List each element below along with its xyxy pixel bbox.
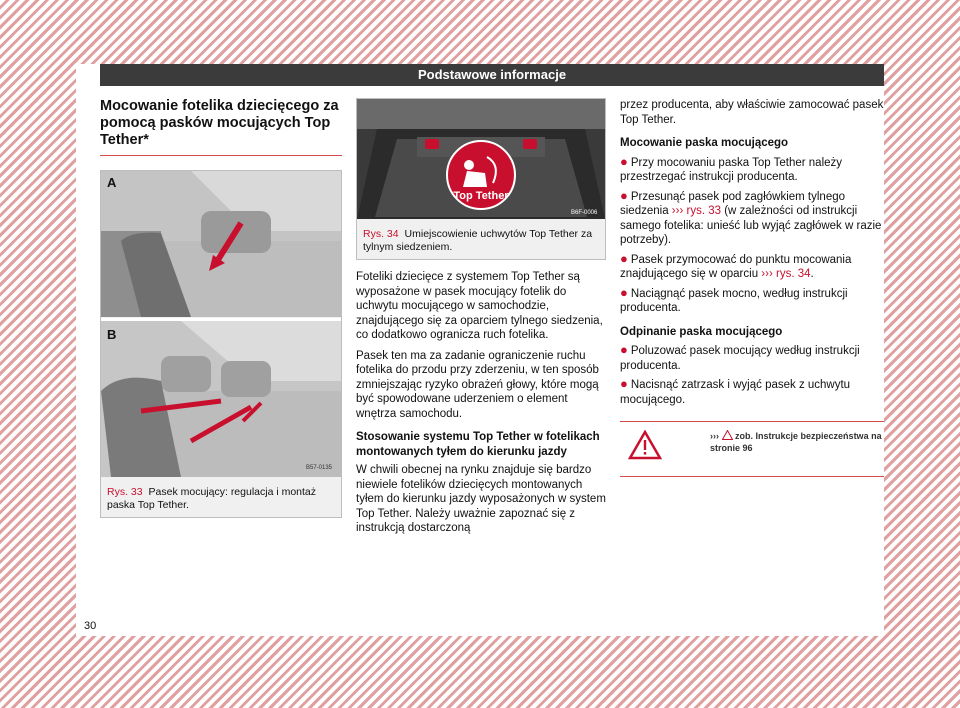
bullet-icon: ● [620,376,628,391]
bullet-icon: ● [620,250,628,266]
warning-triangle-icon [628,430,662,460]
figure-code: B6F-0006 [571,210,598,216]
chevron-arrows-icon: ››› [761,268,773,280]
right-column [620,98,884,477]
figure-34-illustration [357,99,605,219]
bullet-icon: ● [620,284,628,300]
warning-small-icon [722,430,733,440]
figure-34 [356,98,606,260]
panel-b-label: B [107,327,117,342]
caption-text: Pasek mocujący: regulacja i montaż paska Top Tether. [107,486,317,511]
warning-text [710,430,884,454]
list-item: ● Przy mocowaniu paska Top Tether należy przestrzegać instrukcji producenta. [620,153,843,183]
figure-code: B57-0135 [306,465,333,471]
warning-link[interactable]: zob. Instrukcje bezpieczeństwa na stronie 96 [710,431,882,453]
figure-link-33[interactable]: rys. 33 [686,205,722,217]
middle-column [356,98,606,536]
chevron-arrows-icon: ››› [671,205,684,217]
paragraph: przez producenta, aby właściwie zamocować pasek Top Tether. [620,99,884,126]
heading-rule [100,155,342,156]
list-item: ● Pasek przymocować do punktu mocowania znajdującego się w oparciu ››› rys. 34. [620,250,852,280]
subheading: Stosowanie systemu Top Tether w fotelikach montowanych tyłem do kierunku jazdy [356,431,600,458]
paragraph: Pasek ten ma za zadanie ograniczenie ruchu fotelika do przodu przy zderzeniu, w ten sposób zmniejszając ryzyko obrażeń głowy, które mogą być spowodowane uderzeniem o element wnętrza samochodu. [356,349,599,420]
bullet-icon: ● [620,342,628,357]
left-column [100,98,342,518]
list-item: ● Poluzować pasek mocujący według instrukcji producenta. [620,342,860,372]
figure-link-34[interactable]: rys. 34 [776,268,811,280]
figure-ref: Rys. 33 [107,486,143,498]
paragraph: W chwili obecnej na rynku znajduje się bardzo niewiele fotelików dziecięcych montowanych tyłem do kierunku jazdy wyposażonych w system Top Tether. Należy uważnie zapoznać się z instrukcją dostarczoną [356,464,606,534]
subheading: Odpinanie paska mocującego [620,325,783,338]
figure-33-illustration [101,171,341,477]
figure-caption [101,482,341,517]
paragraph: Foteliki dziecięce z systemem Top Tether są wyposażone w pasek mocujący fotelik do uchwytu mocującego w samochodzie, znajdującego się za oparciem tylnego siedzenia, co dodatkowo ogranicza ruch fotelika. [356,271,603,341]
subheading: Mocowanie paska mocującego [620,137,789,149]
list-item: ● Nacisnąć zatrzask i wyjąć pasek z uchwytu mocującego. [620,376,851,406]
bullet-icon: ● [620,153,628,169]
panel-a-label: A [107,175,117,190]
section-header: Podstawowe informacje [100,64,884,86]
top-tether-badge: Top Tether [453,190,509,202]
chevron-arrows-icon: ››› [710,431,719,441]
figure-33 [100,170,342,518]
bullet-icon: ● [620,187,628,203]
figure-ref: Rys. 34 [363,228,399,240]
list-item: ● Przesunąć pasek pod zagłówkiem tylnego siedzenia ››› rys. 33 (w zależności od instrukcji samego fotelika: unieść lub wyjąć zagłówek w razie potrzeby). [620,187,882,246]
section-heading: Mocowanie fotelika dziecięcego za pomocą pasków mocujących Top Tether* [100,98,339,148]
page-number: 30 [84,620,97,632]
figure-caption [357,224,605,259]
caption-text: Umiejscowienie uchwytów Top Tether za tylnym siedzeniem. [363,228,593,253]
warning-box [620,421,884,477]
list-item: ● Naciągnąć pasek mocno, według instrukcji producenta. [620,284,848,314]
page [76,64,884,636]
